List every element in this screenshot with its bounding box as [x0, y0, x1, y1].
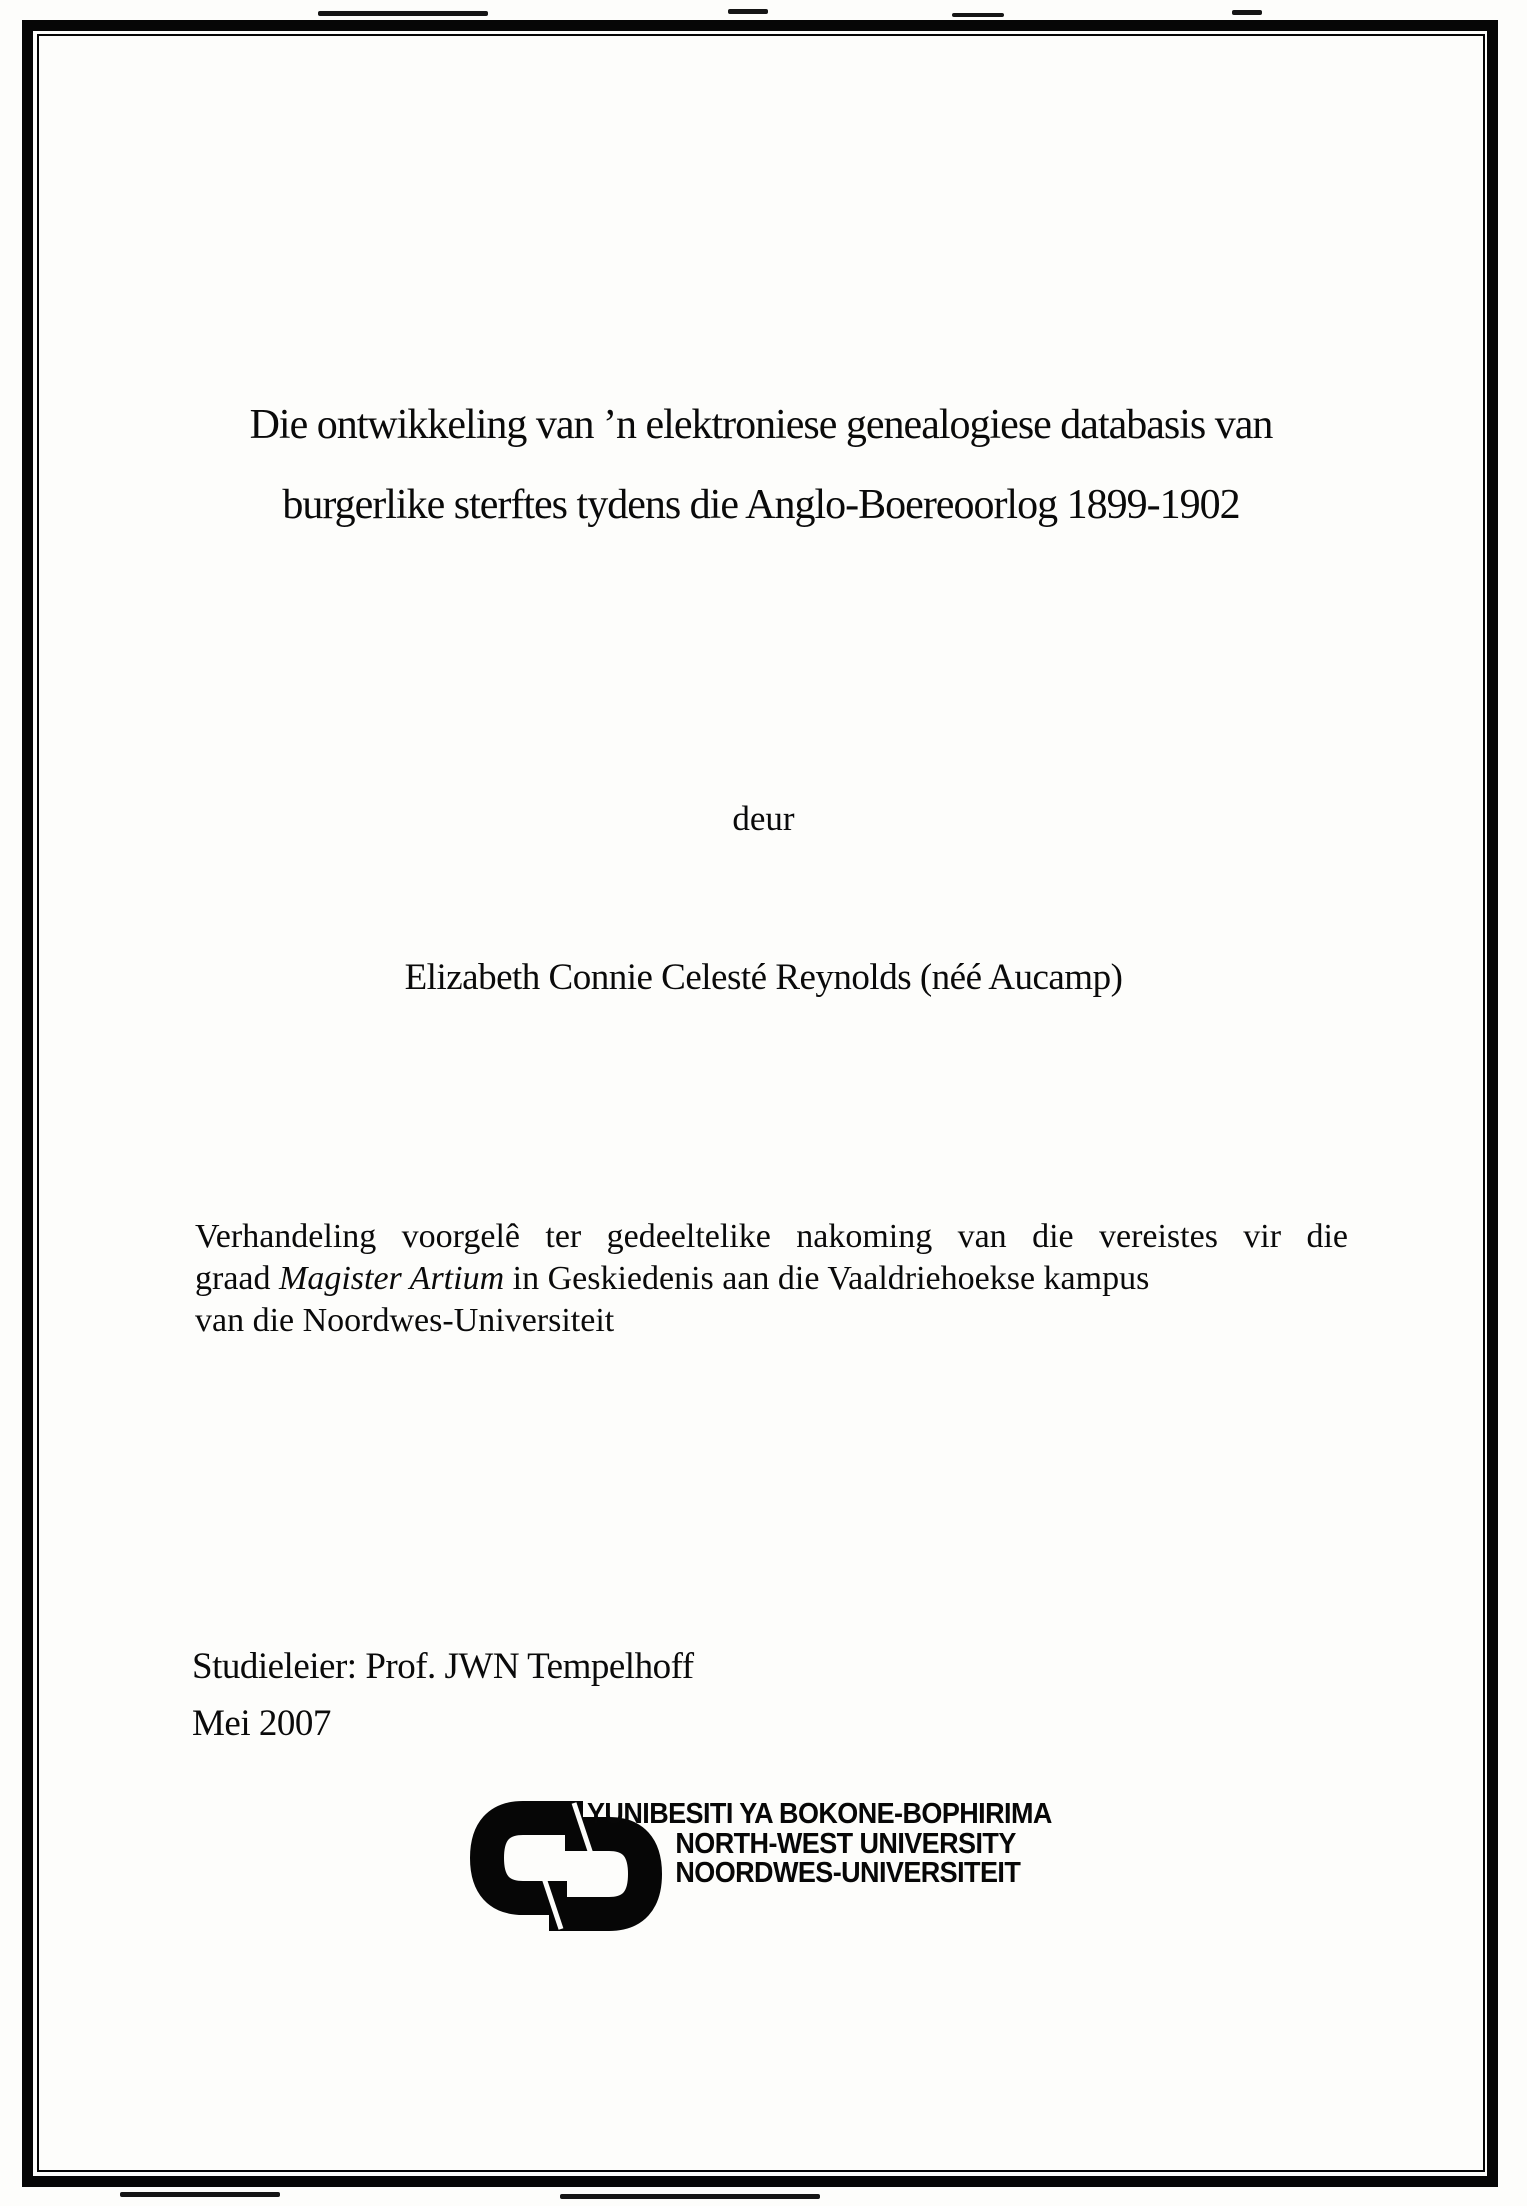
scan-artifact	[952, 13, 1004, 17]
thesis-title-line1: Die ontwikkeling van ’n elektroniese genealogiese databasis van	[249, 402, 1273, 448]
degree-statement-line2	[195, 1258, 1348, 1300]
logo-text-english: NORTH-WEST UNIVERSITY	[675, 1827, 1016, 1860]
author-name: Elizabeth Connie Celesté Reynolds (néé Aucamp)	[404, 957, 1123, 998]
thesis-title	[95, 385, 1427, 545]
byline-label: deur	[732, 799, 795, 838]
university-logo	[466, 1796, 1086, 1946]
date-line: Mei 2007	[192, 1703, 331, 1744]
scan-artifact	[120, 2192, 280, 2197]
logo-text-afrikaans: NOORDWES-UNIVERSITEIT	[675, 1857, 1021, 1889]
scan-artifact	[318, 11, 488, 16]
degree-statement-line1: Verhandeling voorgelê ter gedeeltelike nakoming van die vereistes vir die	[195, 1218, 1348, 1255]
degree-statement-line2-suffix: in Geskiedenis aan die Vaaldriehoekse kampus	[504, 1260, 1150, 1297]
scan-artifact	[728, 9, 768, 14]
logo-text	[587, 1800, 1052, 1889]
degree-statement-line2-prefix: graad	[195, 1260, 280, 1297]
degree-statement-line3: van die Noordwes-Universiteit	[195, 1302, 615, 1339]
scan-artifact	[1232, 10, 1262, 15]
thesis-title-line2: burgerlike sterftes tydens die Anglo-Boereoorlog 1899-1902	[282, 482, 1240, 528]
supervisor-block	[192, 1638, 694, 1752]
supervisor-line: Studieleier: Prof. JWN Tempelhoff	[192, 1646, 694, 1687]
degree-statement	[195, 1216, 1348, 1342]
degree-name-italic: Magister Artium	[279, 1260, 505, 1297]
scan-artifact	[560, 2194, 820, 2199]
logo-text-setswana: YUNIBESITI YA BOKONE-BOPHIRIMA	[587, 1798, 1052, 1830]
